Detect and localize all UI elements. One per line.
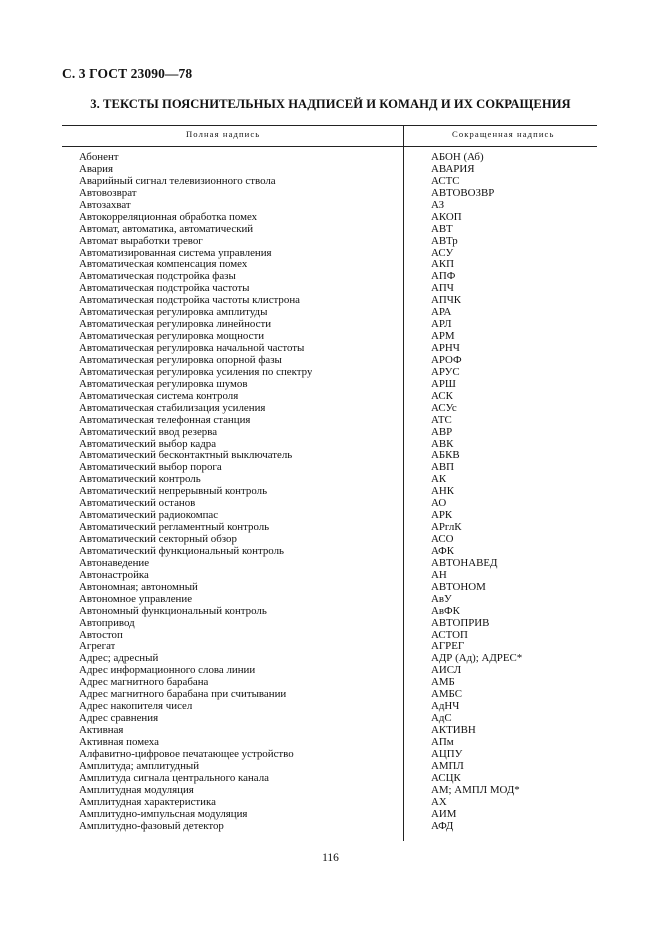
table-row — [0, 534, 661, 546]
abbreviation-cell: АКТИВН — [431, 724, 476, 736]
table-row — [0, 689, 661, 701]
abbreviation-cell: АО — [431, 497, 447, 510]
table-top-rule — [62, 125, 597, 126]
full-text-cell: Агрегат — [79, 641, 116, 653]
table-row — [0, 653, 661, 665]
abbreviation-cell: АХ — [431, 795, 447, 808]
abbreviation-cell: АРУС — [431, 365, 460, 378]
table-row — [0, 176, 661, 188]
abbreviation-cell: АМБС — [431, 688, 462, 701]
full-text-cell: Автоматический бесконтактный выключатель — [79, 450, 293, 462]
table-row — [0, 462, 661, 474]
table-row — [0, 821, 661, 833]
full-text-cell: Автоматический регламентный контроль — [79, 522, 270, 534]
table-row — [0, 618, 661, 630]
full-text-cell: Автовозврат — [79, 187, 137, 199]
table-row — [0, 737, 661, 749]
abbreviation-cell: АГРЕГ — [431, 640, 465, 653]
page-header: С. 3 ГОСТ 23090—78 — [62, 66, 193, 81]
full-text-cell: Адрес накопителя чисел — [79, 701, 193, 713]
table-row — [0, 630, 661, 642]
table-row — [0, 307, 661, 319]
abbreviation-cell: АРОФ — [431, 353, 462, 366]
full-text-cell: Автоматический контроль — [79, 474, 201, 486]
abbreviation-cell: АФД — [431, 819, 454, 832]
abbreviation-cell: АИСЛ — [431, 664, 462, 677]
abbreviation-cell: АКОП — [431, 210, 462, 223]
full-text-cell: Адрес информационного слова линии — [79, 665, 256, 677]
table-row — [0, 343, 661, 355]
table-row — [0, 641, 661, 653]
table-row — [0, 749, 661, 761]
table-row — [0, 665, 661, 677]
table-row — [0, 773, 661, 785]
abbreviation-cell: АВР — [431, 425, 453, 438]
abbreviation-cell: АдНЧ — [431, 700, 460, 713]
abbreviation-cell: АПЧК — [431, 294, 462, 307]
section-title: 3. ТЕКСТЫ ПОЯСНИТЕЛЬНЫХ НАДПИСЕЙ И КОМАНД И ИХ СОКРАЩЕНИЯ — [90, 97, 571, 111]
full-text-cell: Автоматическая система контроля — [79, 390, 239, 402]
abbreviation-cell: АдС — [431, 712, 452, 725]
table-row — [0, 439, 661, 451]
table-row — [0, 725, 661, 737]
abbreviation-cell: АН — [431, 568, 447, 581]
page-number: 116 — [322, 852, 339, 864]
abbreviation-cell: АРЛ — [431, 318, 452, 331]
full-text-cell: Амплитуда; амплитудный — [79, 760, 200, 772]
full-text-cell: Автоматическая компенсация помех — [79, 259, 248, 271]
full-text-cell: Автокорреляционная обработка помех — [79, 211, 258, 223]
full-text-cell: Автоматическая подстройка фазы — [79, 271, 236, 283]
table-row — [0, 606, 661, 618]
table-row — [0, 271, 661, 283]
table-row — [0, 558, 661, 570]
full-text-cell: Адрес; адресный — [79, 653, 159, 665]
table-row — [0, 367, 661, 379]
abbreviation-cell: АРШ — [431, 377, 456, 390]
abbreviation-cell: АЦПУ — [431, 747, 463, 760]
full-text-cell: Автонаведение — [79, 557, 150, 569]
table-row — [0, 236, 661, 248]
abbreviation-table — [0, 152, 661, 832]
abbreviation-cell: АВП — [431, 461, 454, 474]
table-row — [0, 498, 661, 510]
full-text-cell: Автоматическая регулировка шумов — [79, 378, 248, 390]
full-text-cell: Автоматический ввод резерва — [79, 426, 218, 438]
abbreviation-cell: АПЧ — [431, 282, 454, 295]
abbreviation-cell: АСТОП — [431, 628, 468, 641]
abbreviation-cell: АИМ — [431, 807, 457, 820]
full-text-cell: Автоматическая регулировка усиления по спектру — [79, 366, 313, 378]
abbreviation-cell: АМПЛ — [431, 759, 464, 772]
abbreviation-cell: АВТ — [431, 222, 453, 235]
abbreviation-cell: АВТОПРИВ — [431, 616, 490, 629]
table-row — [0, 785, 661, 797]
full-text-cell: Автозахват — [79, 199, 131, 211]
full-text-cell: Автоматическая подстройка частоты — [79, 283, 250, 295]
full-text-cell: Амплитуда сигнала центрального канала — [79, 772, 269, 784]
abbreviation-cell: АДР (Ад); АДРЕС* — [431, 652, 523, 665]
full-text-cell: Абонент — [79, 152, 119, 163]
full-text-cell: Авария — [79, 163, 113, 175]
table-row — [0, 248, 661, 260]
abbreviation-cell: АТС — [431, 413, 452, 426]
table-row — [0, 283, 661, 295]
abbreviation-cell: АВТр — [431, 234, 458, 247]
table-row — [0, 450, 661, 462]
full-text-cell: Адрес магнитного барабана при считывании — [79, 689, 287, 701]
full-text-cell: Автоматический радиокомпас — [79, 510, 219, 522]
full-text-cell: Автоматический выбор кадра — [79, 438, 217, 450]
table-row — [0, 152, 661, 164]
abbreviation-cell: АК — [431, 473, 447, 486]
table-row — [0, 427, 661, 439]
full-text-cell: Автоматическая регулировка начальной частоты — [79, 343, 305, 354]
full-text-cell: Адрес магнитного барабана — [79, 677, 209, 689]
full-text-cell: Автономная; автономный — [79, 581, 198, 593]
full-text-cell: Автоматизированная система управления — [79, 247, 272, 259]
table-header-rule — [62, 146, 597, 147]
column-header-full: Полная надпись — [186, 129, 261, 139]
abbreviation-cell: АВТОНОМ — [431, 580, 486, 593]
abbreviation-cell: АПм — [431, 735, 454, 748]
table-row — [0, 415, 661, 427]
full-text-cell: Автоматическая телефонная станция — [79, 414, 251, 426]
table-row — [0, 582, 661, 594]
table-row — [0, 403, 661, 415]
abbreviation-cell: АСК — [431, 389, 453, 402]
full-text-cell: Автонастройка — [79, 569, 149, 581]
full-text-cell: Амплитудная модуляция — [79, 784, 194, 796]
full-text-cell: Автоматический непрерывный контроль — [79, 486, 268, 498]
abbreviation-cell: АвУ — [431, 592, 452, 605]
full-text-cell: Автоматический секторный обзор — [79, 534, 237, 545]
full-text-cell: Амплитудно-импульсная модуляция — [79, 808, 248, 820]
abbreviation-cell: АРК — [431, 509, 453, 522]
abbreviation-cell: АБОН (Аб) — [431, 151, 484, 163]
abbreviation-cell: АСО — [431, 533, 454, 545]
full-text-cell: Автоматический останов — [79, 498, 196, 510]
abbreviation-cell: АВТОВОЗВР — [431, 186, 495, 199]
table-row — [0, 797, 661, 809]
table-row — [0, 355, 661, 367]
table-row — [0, 713, 661, 725]
table-row — [0, 259, 661, 271]
full-text-cell: Автоматический выбор порога — [79, 462, 222, 474]
abbreviation-cell: АСУ — [431, 246, 454, 259]
table-row — [0, 379, 661, 391]
abbreviation-cell: АНК — [431, 485, 454, 498]
abbreviation-cell: АСЦК — [431, 771, 461, 784]
table-row — [0, 570, 661, 582]
full-text-cell: Автоматическая стабилизация усиления — [79, 402, 266, 414]
table-row — [0, 522, 661, 534]
table-row — [0, 510, 661, 522]
full-text-cell: Автоматическая регулировка амплитуды — [79, 307, 268, 319]
table-row — [0, 677, 661, 689]
table-row — [0, 224, 661, 236]
table-row — [0, 761, 661, 773]
abbreviation-cell: АВК — [431, 437, 454, 450]
abbreviation-cell: АСУс — [431, 401, 457, 414]
full-text-cell: Автомат, автоматика, автоматический — [79, 223, 254, 235]
abbreviation-cell: АвФК — [431, 604, 460, 617]
full-text-cell: Автономный функциональный контроль — [79, 605, 267, 617]
full-text-cell: Адрес сравнения — [79, 713, 159, 725]
table-row — [0, 809, 661, 821]
table-row — [0, 486, 661, 498]
abbreviation-cell: АВАРИЯ — [431, 162, 475, 175]
table-row — [0, 701, 661, 713]
full-text-cell: Автоматическая регулировка линейности — [79, 319, 272, 331]
abbreviation-cell: АКП — [431, 258, 454, 271]
abbreviation-cell: АПФ — [431, 270, 456, 283]
abbreviation-cell: АМБ — [431, 676, 455, 689]
full-text-cell: Аварийный сигнал телевизионного ствола — [79, 175, 276, 187]
table-row — [0, 200, 661, 212]
full-text-cell: Автоматическая подстройка частоты клистрона — [79, 295, 300, 307]
table-row — [0, 546, 661, 558]
table-row — [0, 331, 661, 343]
table-row — [0, 295, 661, 307]
full-text-cell: Автопривод — [79, 617, 135, 629]
full-text-cell: Автоматическая регулировка опорной фазы — [79, 354, 282, 366]
full-text-cell: Автоматическая регулировка мощности — [79, 331, 265, 343]
abbreviation-cell: АЗ — [431, 198, 445, 211]
full-text-cell: Активная — [79, 725, 124, 736]
table-row — [0, 391, 661, 403]
abbreviation-cell: АВТОНАВЕД — [431, 556, 498, 569]
full-text-cell: Автомат выработки тревог — [79, 235, 203, 247]
abbreviation-cell: АРглК — [431, 521, 462, 534]
abbreviation-cell: АРА — [431, 306, 452, 319]
table-row — [0, 594, 661, 606]
full-text-cell: Алфавитно-цифровое печатающее устройство — [79, 748, 294, 760]
full-text-cell: Автономное управление — [79, 593, 193, 605]
column-header-abbr: Сокращенная надпись — [452, 129, 555, 139]
abbreviation-cell: АБКВ — [431, 449, 460, 462]
abbreviation-cell: АФК — [431, 544, 455, 557]
abbreviation-cell: АМ; АМПЛ МОД* — [431, 783, 520, 796]
abbreviation-cell: АСТС — [431, 174, 460, 187]
table-row — [0, 319, 661, 331]
table-row — [0, 212, 661, 224]
table-row — [0, 474, 661, 486]
full-text-cell: Амплитудно-фазовый детектор — [79, 820, 224, 832]
full-text-cell: Амплитудная характеристика — [79, 796, 216, 808]
table-row — [0, 188, 661, 200]
abbreviation-cell: АРНЧ — [431, 342, 460, 354]
full-text-cell: Автостоп — [79, 629, 123, 641]
table-row — [0, 164, 661, 176]
full-text-cell: Активная помеха — [79, 736, 159, 748]
abbreviation-cell: АРМ — [431, 330, 455, 343]
full-text-cell: Автоматический функциональный контроль — [79, 545, 284, 557]
